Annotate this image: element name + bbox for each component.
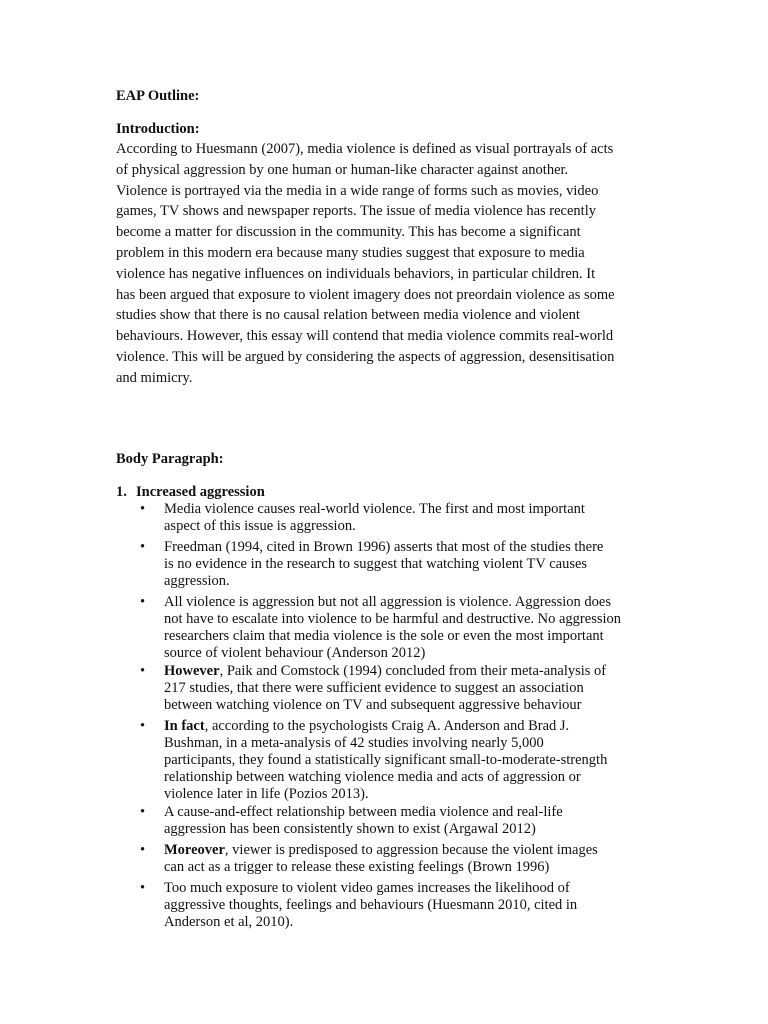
introduction-paragraph [116,139,656,389]
bullet-line: A cause-and-effect relationship between media violence and real-life [164,804,563,820]
bullet-point-icon: • [140,539,146,555]
bullet-item [140,539,660,590]
bullet-line: researchers claim that media violence is the sole or even the most important [164,628,604,644]
section-title: Increased aggression [136,484,265,500]
bullet-line-text: , Paik and Comstock (1994) concluded from their meta-analysis of [219,663,607,679]
bullet-line: participants, they found a statistically significant small-to-moderate-strength [164,752,608,768]
bullet-item [140,718,660,803]
body-paragraph-heading: Body Paragraph: [116,451,224,467]
introduction-line: According to Huesmann (2007), media violence is defined as visual portrayals of acts [116,141,614,157]
bullet-line: Anderson et al, 2010). [164,914,294,930]
bullet-line [164,663,660,680]
bullet-line-text: , according to the psychologists Craig A. Anderson and Brad J. [204,718,570,734]
introduction-heading: Introduction: [116,121,200,137]
bullet-line: Media violence causes real-world violence. The first and most important [164,501,585,517]
bullet-line: aggressive thoughts, feelings and behaviours (Huesmann 2010, cited in [164,897,578,913]
bullet-line: Freedman (1994, cited in Brown 1996) asserts that most of the studies there [164,539,604,555]
introduction-line: problem in this modern era because many studies suggest that exposure to media [116,244,585,261]
bullet-list [140,501,660,932]
introduction-line: and mimicry. [116,369,193,386]
bullet-line: between watching violence on TV and subsequent aggressive behaviour [164,697,582,713]
bullet-line: 217 studies, that there were sufficient evidence to suggest an association [164,680,584,696]
introduction-line: violence has negative influences on individuals behaviors, in particular children. It [116,265,596,282]
section-number: 1. [116,484,127,500]
bullet-lead-word: Moreover [164,842,225,858]
bullet-point-icon: • [140,594,146,610]
bullet-item [140,804,660,838]
introduction-line: violence. This will be argued by considering the aspects of aggression, desensitisation [116,348,615,365]
section-heading [116,484,265,501]
bullet-lead-word: However [164,663,220,679]
bullet-line: violence later in life (Pozios 2013). [164,786,369,802]
bullet-line: All violence is aggression but not all aggression is violence. Aggression does [164,594,612,610]
introduction-line: of physical aggression by one human or human-like character against another. [116,161,569,178]
bullet-point-icon: • [140,842,146,858]
bullet-item [140,594,660,662]
bullet-point-icon: • [140,663,146,679]
introduction-line: Violence is portrayed via the media in a wide range of forms such as movies, video [116,182,599,199]
introduction-line: behaviours. However, this essay will contend that media violence commits real-world [116,328,614,345]
bullet-lead-word: In fact [164,718,205,734]
bullet-line: relationship between watching violence media and acts of aggression or [164,769,581,785]
bullet-point-icon: • [140,880,146,896]
bullet-point-icon: • [140,718,146,734]
bullet-line [164,718,660,735]
bullet-line: aggression has been consistently shown to exist (Argawal 2012) [164,821,536,837]
bullet-item [140,501,660,535]
bullet-line: is no evidence in the research to suggest that watching violent TV causes [164,556,588,572]
bullet-line: Bushman, in a meta-analysis of 42 studies involving nearly 5,000 [164,735,544,751]
bullet-item [140,663,660,714]
introduction-line: games, TV shows and newspaper reports. The issue of media violence has recently [116,203,596,220]
bullet-item [140,880,660,931]
introduction-line: has been argued that exposure to violent imagery does not preordain violence as some [116,286,615,303]
bullet-line: aggression. [164,573,230,589]
bullet-line: source of violent behaviour (Anderson 2012) [164,645,426,661]
introduction-line: studies show that there is no causal relation between media violence and violent [116,307,580,324]
bullet-line: aspect of this issue is aggression. [164,518,356,534]
bullet-line: can act as a trigger to release these existing feelings (Brown 1996) [164,859,550,875]
introduction-line: become a matter for discussion in the community. This has become a significant [116,224,581,241]
bullet-point-icon: • [140,501,146,517]
bullet-point-icon: • [140,804,146,820]
bullet-line-text: , viewer is predisposed to aggression because the violent images [224,842,598,858]
bullet-line [164,842,660,859]
document-title: EAP Outline: [116,88,200,104]
bullet-line: Too much exposure to violent video games increases the likelihood of [164,880,570,896]
bullet-line: not have to escalate into violence to be harmful and destructive. No aggression [164,611,622,627]
bullet-item [140,842,660,876]
